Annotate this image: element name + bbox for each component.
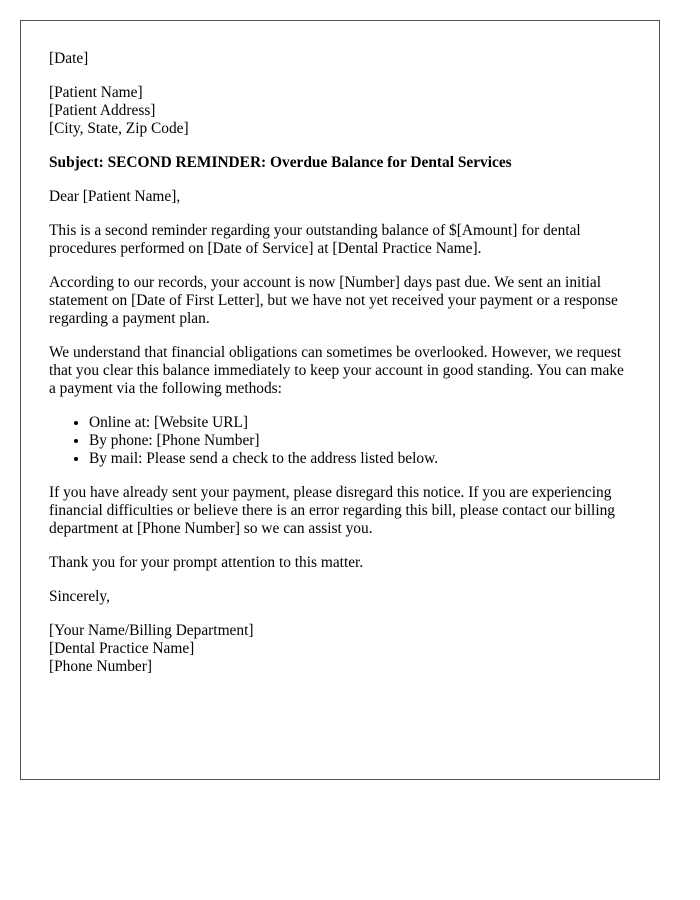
paragraph-balance: This is a second reminder regarding your outstanding balance of $[Amount] for dental procedures performed on [Date of Service] at [Dental Practice Name]. [49,222,581,257]
paragraph-request: We understand that financial obligations can sometimes be overlooked. However, we request that you clear this balance immediately to keep your account in good standing. You can make a payment via the following methods: [49,344,624,397]
paragraph-thanks: Thank you for your prompt attention to this matter. [49,554,364,571]
letter-date: [Date] [49,50,89,67]
letter-page [20,20,660,780]
payment-methods-list [49,414,631,468]
signature-block [49,622,631,676]
paragraph-disregard: If you have already sent your payment, please disregard this notice. If you are experiencing financial difficulties or believe there is an error regarding this bill, please contact our billing department at [Phone Number] so we can assist you. [49,484,615,537]
payment-method-phone: • By phone: [Phone Number] [89,432,631,450]
payment-method-mail: • By mail: Please send a check to the address listed below. [89,450,631,468]
signature-name: [Your Name/Billing Department] [49,622,254,639]
recipient-name: [Patient Name] [49,84,143,101]
recipient-block [49,84,631,138]
salutation: Dear [Patient Name], [49,188,181,205]
recipient-city-state-zip: [City, State, Zip Code] [49,120,189,137]
paragraph-past-due: According to our records, your account is now [Number] days past due. We sent an initial statement on [Date of First Letter], but we have not yet received your payment or a response regarding a payment plan. [49,274,618,327]
signature-phone: [Phone Number] [49,658,153,675]
recipient-address: [Patient Address] [49,102,156,119]
signature-practice: [Dental Practice Name] [49,640,195,657]
payment-method-online: • Online at: [Website URL] [89,414,631,432]
closing: Sincerely, [49,588,110,605]
letter-subject: Subject: SECOND REMINDER: Overdue Balance for Dental Services [49,154,512,171]
